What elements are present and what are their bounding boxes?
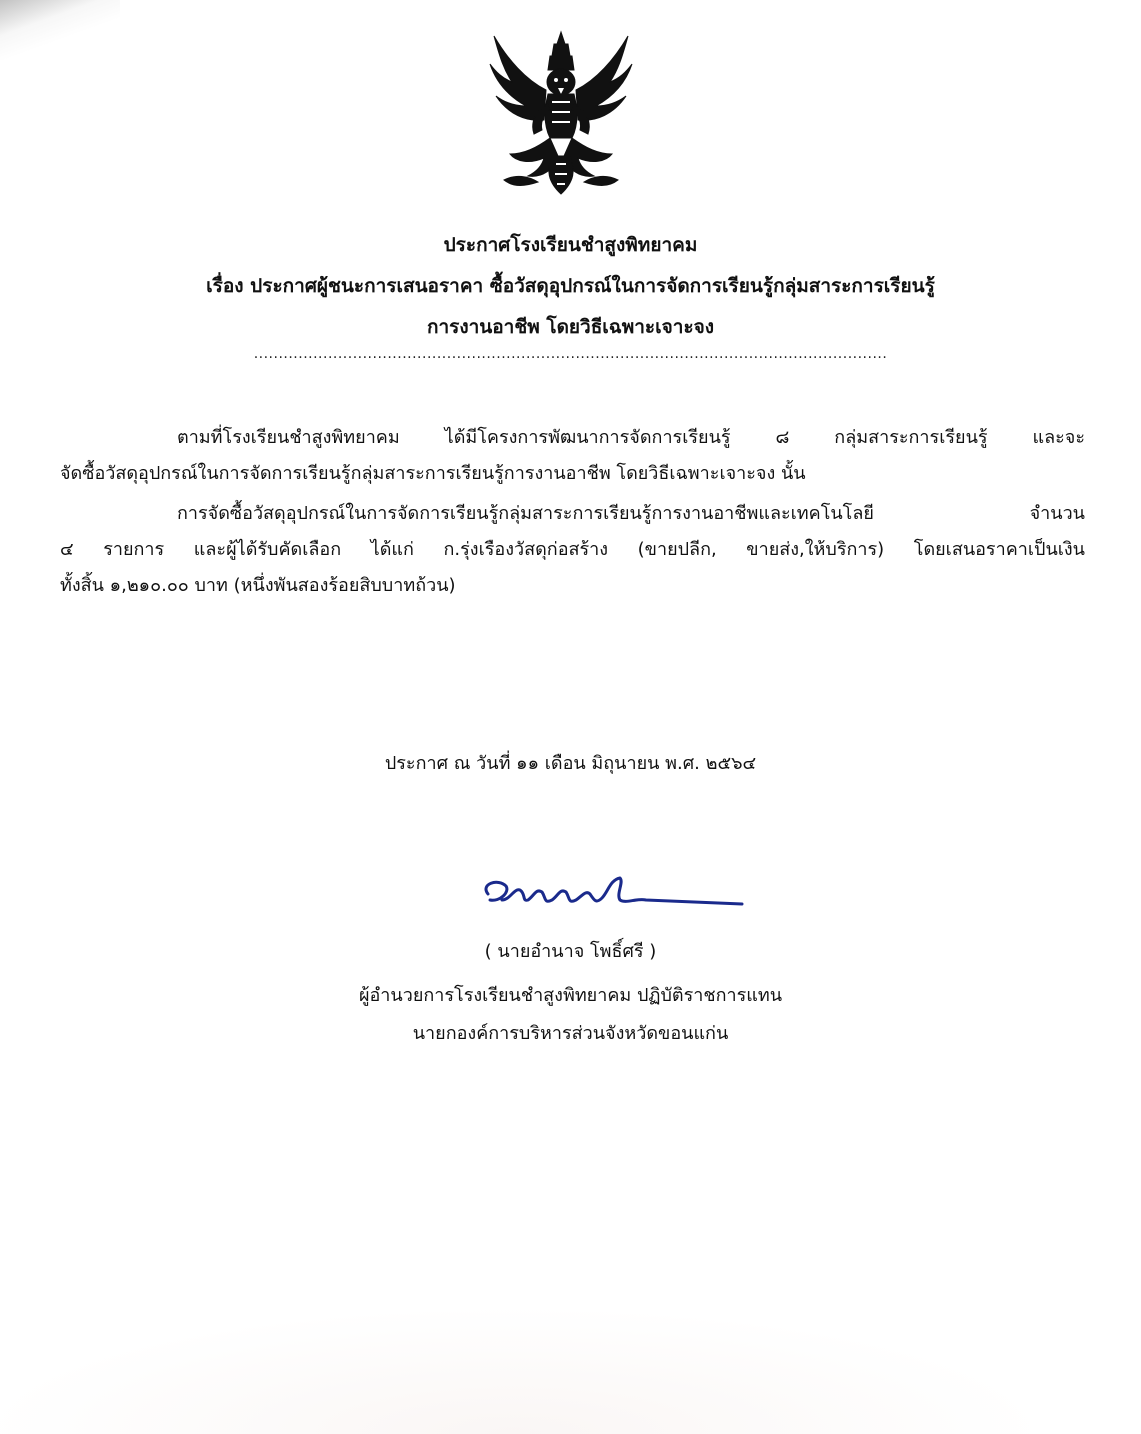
handwritten-signature <box>470 870 750 918</box>
paragraph-background <box>60 420 1085 492</box>
paragraph-line: การจัดซื้อวัสดุอุปกรณ์ในการจัดการเรียนรู้กลุ่มสาระการเรียนรู้การงานอาชีพและเทคโนโลยี จำนวน <box>177 503 1085 524</box>
page-corner-shadow <box>0 0 120 60</box>
paragraph-line: ตามที่โรงเรียนชำสูงพิทยาคม ได้มีโครงการพัฒนาการจัดการเรียนรู้ ๘ กลุ่มสาระการเรียนรู้ และจะ <box>177 427 1085 448</box>
paragraph-award <box>60 496 1085 604</box>
paragraph-line: ทั้งสิ้น ๑,๒๑๐.๐๐ บาท (หนึ่งพันสองร้อยสิบบาทถ้วน) <box>60 575 456 596</box>
signatory-position: ผู้อำนวยการโรงเรียนชำสูงพิทยาคม ปฏิบัติราชการแทน <box>358 985 783 1006</box>
announcement-date: ประกาศ ณ วันที่ ๑๑ เดือน มิถุนายน พ.ศ. ๒๕๖๔ <box>384 753 757 774</box>
announcement-subject: เรื่อง ประกาศผู้ชนะการเสนอราคา ซื้อวัสดุอุปกรณ์ในการจัดการเรียนรู้กลุ่มสาระการเรียนรู้ <box>206 275 935 297</box>
dotted-separator: ................................................................................................................................ <box>253 346 888 362</box>
paper-stain <box>0 1284 1141 1434</box>
signatory-position-continued: นายกองค์การบริหารส่วนจังหวัดขอนแก่น <box>412 1023 729 1044</box>
signatory-name: ( นายอำนาจ โพธิ์ศรี ) <box>484 941 657 962</box>
announcement-subject-continued: การงานอาชีพ โดยวิธีเฉพาะเจาะจง <box>426 316 715 338</box>
announcement-title: ประกาศโรงเรียนชำสูงพิทยาคม <box>443 234 698 256</box>
paragraph-line: ๔ รายการ และผู้ได้รับคัดเลือก ได้แก่ ก.รุ่งเรืองวัสดุก่อสร้าง (ขายปลีก, ขายส่ง,ให้บริการ) โดยเสนอราคาเป็นเงิน <box>60 539 1085 560</box>
paragraph-line: จัดซื้อวัสดุอุปกรณ์ในการจัดการเรียนรู้กลุ่มสาระการเรียนรู้การงานอาชีพ โดยวิธีเฉพาะเจาะจง นั้น <box>60 463 806 484</box>
garuda-emblem-icon <box>486 30 636 198</box>
